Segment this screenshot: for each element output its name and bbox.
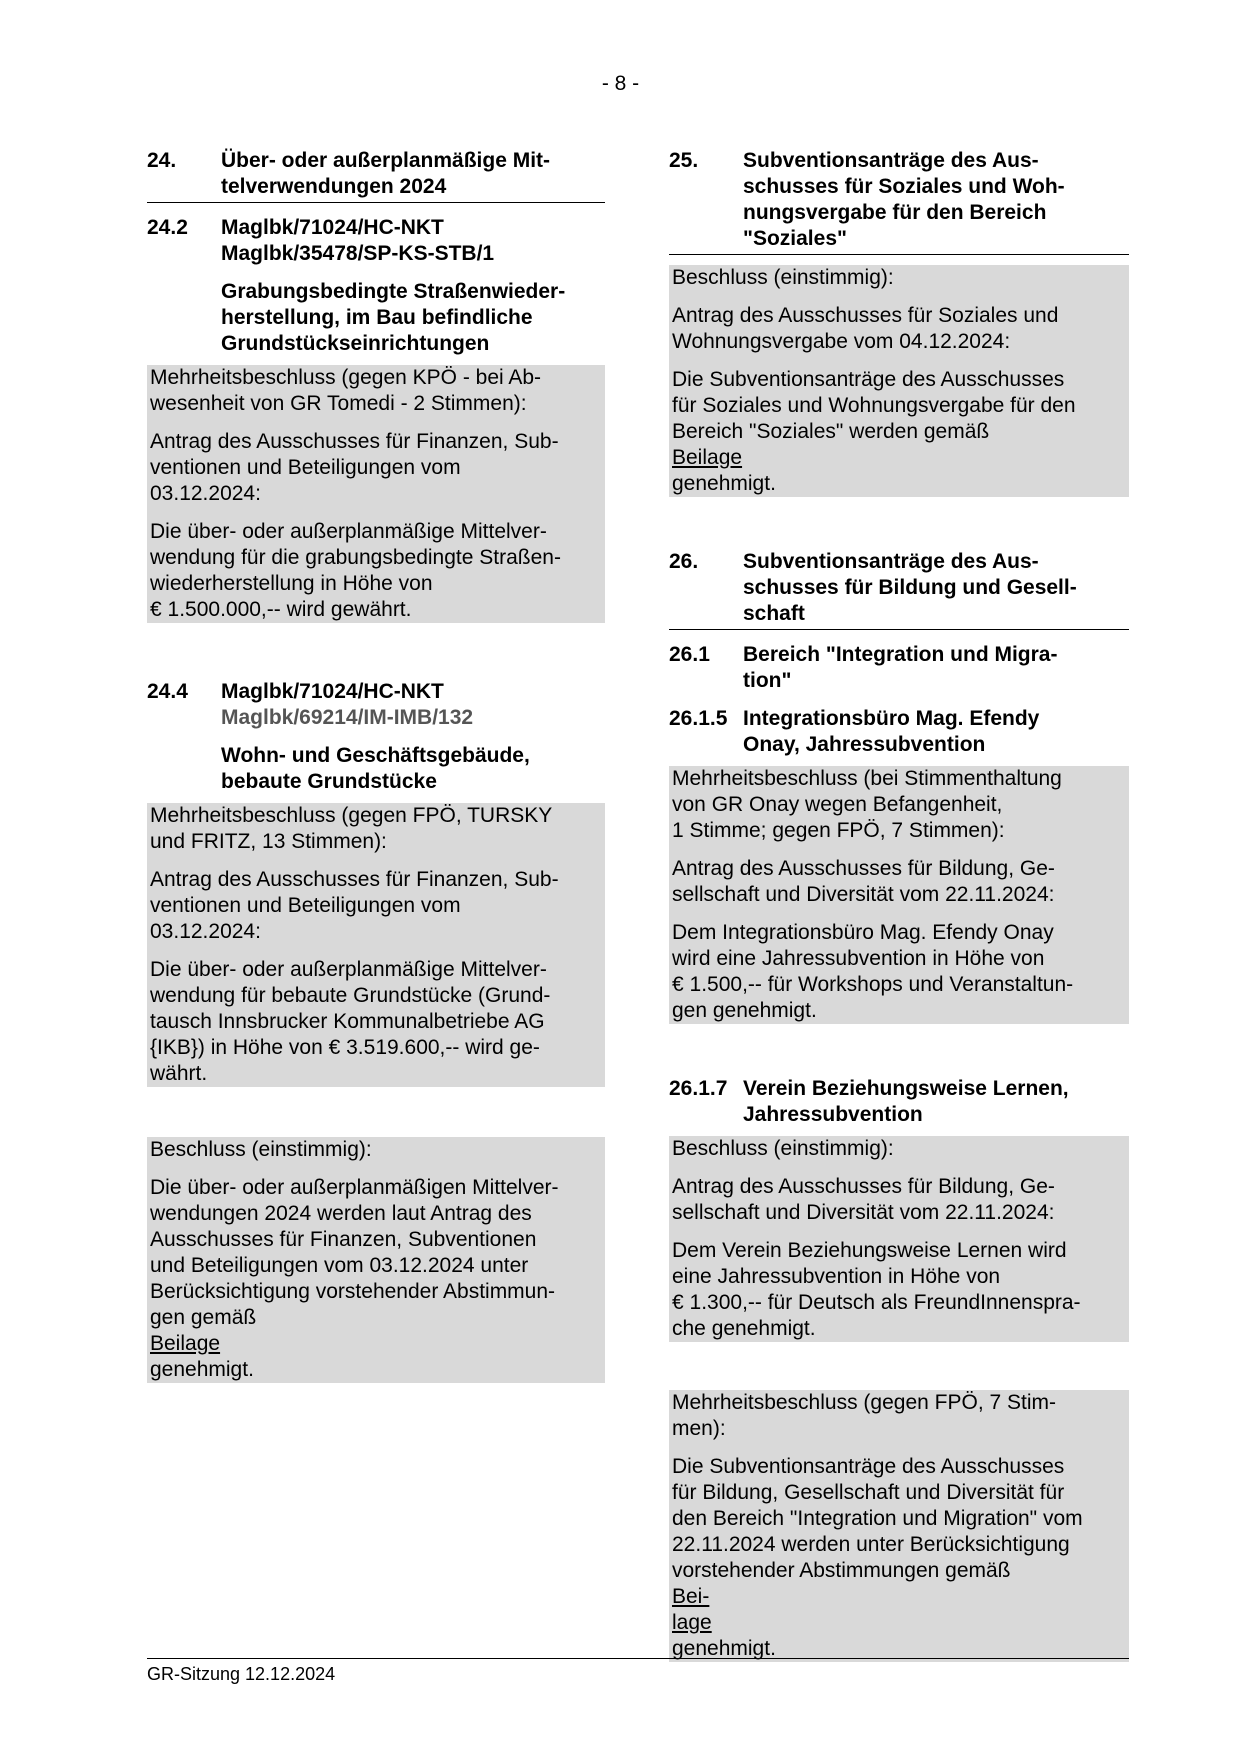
vote-text: Beschluss (einstimmig): <box>150 1138 372 1161</box>
motion-text: Antrag des Ausschusses für Bildung, Ge- sellschaft und Diversität vom 22.11.2024: <box>672 857 1055 906</box>
motion-text: Antrag des Ausschusses für Soziales und Wohnungsvergabe vom 04.12.2024: <box>672 304 1059 353</box>
section-26-1-7-heading: 26.1.7 Verein Beziehungsweise Lernen, Jahressubvention <box>669 1077 1069 1126</box>
section-24-2-heading: 24.2 Maglbk/71024/HC-NKT Maglbk/35478/SP-KS-STB/1 <box>147 216 495 265</box>
motion-text: Antrag des Ausschusses für Finanzen, Sub- ventionen und Beteiligungen vom 03.12.2024: <box>150 868 559 943</box>
decision-text: Die über- oder außerplanmäßige Mittelver- wendung für die grabungsbedingte Straßen- wiederherstellung in Höhe von € 1.500.000,-- wird gewährt. <box>150 520 561 621</box>
section-24-4-heading: 24.4 Maglbk/71024/HC-NKT Maglbk/69214/IM-IMB/132 <box>147 680 474 729</box>
vote-text: Mehrheitsbeschluss (gegen FPÖ, 7 Stim- men): <box>672 1391 1056 1440</box>
motion-text: Antrag des Ausschusses für Bildung, Ge- sellschaft und Diversität vom 22.11.2024: <box>672 1175 1055 1224</box>
section-24-heading: 24. Über- oder außerplanmäßige Mit- telverwendungen 2024 <box>147 148 605 203</box>
left-column <box>147 148 605 1383</box>
decision-text: Die Subventionsanträge des Ausschusses für Soziales und Wohnungsvergabe für den Bereich "Soziales" werden gemäß Beilage genehmigt. <box>672 367 1126 497</box>
section-24-4-subtitle: Wohn- und Geschäftsgebäude, bebaute Grundstücke <box>221 744 530 793</box>
section-24-4-resolution <box>147 803 605 1087</box>
section-26-1-5-heading: 26.1.5 Integrationsbüro Mag. Efendy Onay, Jahressubvention <box>669 707 1040 756</box>
beilage-link[interactable]: Beilage <box>672 446 743 469</box>
vote-text: Mehrheitsbeschluss (bei Stimmenthaltung von GR Onay wegen Befangenheit, 1 Stimme; gegen FPÖ, 7 Stimmen): <box>672 767 1062 842</box>
section-26-final-resolution <box>669 1390 1129 1662</box>
right-column <box>669 148 1129 1662</box>
motion-text: Antrag des Ausschusses für Finanzen, Sub- ventionen und Beteiligungen vom 03.12.2024: <box>150 430 559 505</box>
beilage-link[interactable]: Bei- <box>672 1585 710 1608</box>
vote-text: Beschluss (einstimmig): <box>672 266 894 289</box>
section-25-resolution <box>669 265 1129 497</box>
section-26-1-7-resolution <box>669 1136 1129 1342</box>
section-26-1-5-resolution <box>669 766 1129 1024</box>
section-26-1-heading: 26.1 Bereich "Integration und Migra- tion" <box>669 643 1058 692</box>
decision-text: Die über- oder außerplanmäßigen Mittelver- wendungen 2024 werden laut Antrag des Ausschusses für Finanzen, Subventionen und Beteiligungen vom 03.12.2024 unter Berücksichtigung vorstehender Abstimmun- gen gemäß Beilage genehmigt. <box>150 1175 602 1383</box>
section-25-heading: 25. Subventionsanträge des Aus- schusses für Soziales und Woh- nungsvergabe für den Bereich "Soziales" <box>669 148 1129 255</box>
decision-text: Die über- oder außerplanmäßige Mittelver- wendung für bebaute Grundstücke (Grund- tausch Innsbrucker Kommunalbetriebe AG {IKB}) in Höhe von € 3.519.600,-- wird ge- währt. <box>150 958 551 1085</box>
section-24-2-subtitle: Grabungsbedingte Straßenwieder- herstellung, im Bau befindliche Grundstückseinrichtungen <box>221 280 566 355</box>
section-24-2-resolution <box>147 365 605 623</box>
beilage-link[interactable]: Beilage <box>150 1332 221 1355</box>
vote-text: Mehrheitsbeschluss (gegen FPÖ, TURSKY und FRITZ, 13 Stimmen): <box>150 804 553 853</box>
vote-text: Mehrheitsbeschluss (gegen KPÖ - bei Ab- wesenheit von GR Tomedi - 2 Stimmen): <box>150 366 542 415</box>
section-24-final-resolution <box>147 1137 605 1383</box>
beilage-link-continued[interactable]: lage <box>672 1611 712 1634</box>
footer-divider <box>147 1658 1129 1659</box>
page-number: - 8 - <box>601 72 640 95</box>
section-26-heading: 26. Subventionsanträge des Aus- schusses für Bildung und Gesell- schaft <box>669 549 1129 630</box>
decision-text: Dem Integrationsbüro Mag. Efendy Onay wird eine Jahressubvention in Höhe von € 1.500,-- für Workshops und Veranstaltun- gen genehmigt. <box>672 921 1074 1022</box>
vote-text: Beschluss (einstimmig): <box>672 1137 894 1160</box>
footer-text: GR-Sitzung 12.12.2024 <box>147 1664 336 1684</box>
decision-text: Die Subventionsanträge des Ausschusses für Bildung, Gesellschaft und Diversität für den Bereich "Integration und Migration" vom 22.11.2024 werden unter Berücksichtigung vorstehender Abstimmungen gemäß Bei- lage genehmigt. <box>672 1454 1126 1662</box>
decision-text: Dem Verein Beziehungsweise Lernen wird eine Jahressubvention in Höhe von € 1.300,-- für Deutsch als FreundInnenspra- che genehmigt. <box>672 1239 1081 1340</box>
